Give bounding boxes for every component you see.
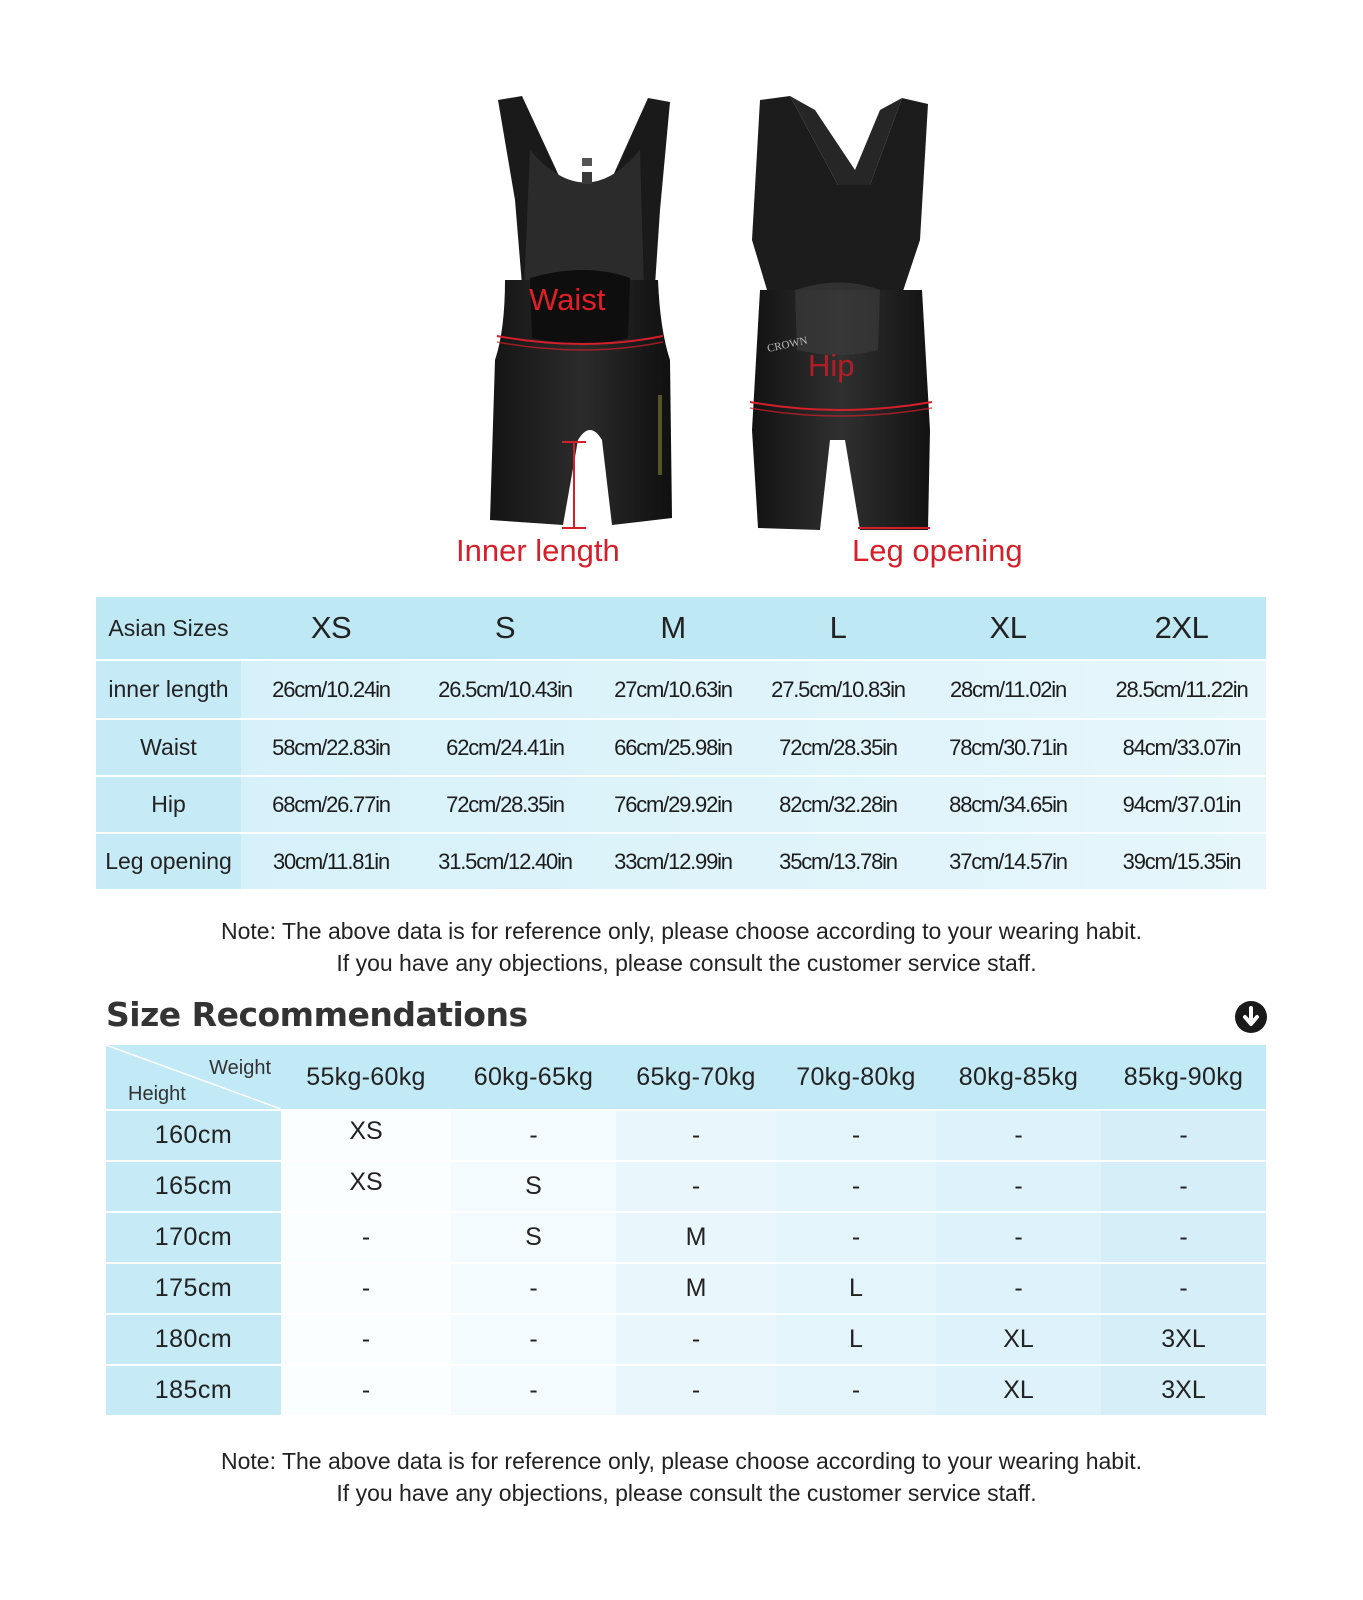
table-cell: 39cm/15.35in xyxy=(1122,848,1241,874)
table-cell: 27.5cm/10.83in xyxy=(771,676,905,702)
table-cell: - xyxy=(1101,1109,1266,1160)
table-cell: - xyxy=(451,1262,616,1313)
height-label: 160cm xyxy=(106,1109,281,1160)
table-cell: - xyxy=(936,1262,1101,1313)
row-label: inner length xyxy=(96,659,241,718)
inner-length-label: Inner length xyxy=(456,533,620,568)
table-row xyxy=(106,1160,1266,1211)
weight-column-header: 55kg-60kg xyxy=(306,1062,426,1091)
table-cell: 72cm/28.35in xyxy=(779,734,897,760)
table-row xyxy=(96,832,1266,889)
asian-sizes-header: Asian Sizes xyxy=(96,597,241,659)
weight-column-header: 85kg-90kg xyxy=(1123,1062,1244,1091)
table-cell: - xyxy=(776,1160,936,1211)
size-header-xs: XS xyxy=(310,610,352,645)
table-cell: 82cm/32.28in xyxy=(779,791,897,817)
note-line-1: Note: The above data is for reference only, please choose according to your wearing habit. xyxy=(221,1448,1142,1474)
table-cell: 37cm/14.57in xyxy=(949,848,1067,874)
table-cell: 88cm/34.65in xyxy=(949,791,1067,817)
table-cell: - xyxy=(1101,1160,1266,1211)
table-cell: - xyxy=(281,1262,451,1313)
height-label: 170cm xyxy=(106,1211,281,1262)
bib-shorts-drawing xyxy=(0,0,1363,590)
table-cell: M xyxy=(616,1262,776,1313)
table-cell: 33cm/12.99in xyxy=(614,848,732,874)
table-cell: 84cm/33.07in xyxy=(1122,734,1241,760)
table-cell: 76cm/29.92in xyxy=(614,791,732,817)
size-chart-header-row xyxy=(96,597,1266,659)
table-row xyxy=(96,775,1266,832)
table-cell: S xyxy=(451,1160,616,1211)
table-cell: - xyxy=(281,1211,451,1262)
size-chart-table xyxy=(96,597,1266,889)
note-line-2: If you have any objections, please consult the customer service staff. xyxy=(336,1480,1037,1506)
height-label: 180cm xyxy=(106,1313,281,1364)
table-cell: 28.5cm/11.22in xyxy=(1115,676,1248,702)
weight-column-header: 70kg-80kg xyxy=(796,1062,916,1091)
size-header-xl: XL xyxy=(989,610,1027,645)
table-cell: - xyxy=(616,1313,776,1364)
table-cell: XS xyxy=(281,1160,451,1211)
reference-note-bottom xyxy=(0,1445,1363,1509)
back-view xyxy=(750,96,932,530)
table-cell: 78cm/30.71in xyxy=(949,734,1067,760)
table-cell: 62cm/24.41in xyxy=(446,734,564,760)
table-row xyxy=(106,1211,1266,1262)
table-cell: 3XL xyxy=(1101,1313,1266,1364)
table-cell: 31.5cm/12.40in xyxy=(438,848,572,874)
table-cell: - xyxy=(776,1109,936,1160)
height-label: 185cm xyxy=(106,1364,281,1415)
table-cell: 3XL xyxy=(1101,1364,1266,1415)
table-cell: 66cm/25.98in xyxy=(614,734,732,760)
table-cell: M xyxy=(616,1211,776,1262)
height-corner-label: Height xyxy=(128,1083,186,1105)
table-cell: - xyxy=(1101,1211,1266,1262)
table-cell: 94cm/37.01in xyxy=(1122,791,1241,817)
table-cell: 72cm/28.35in xyxy=(446,791,564,817)
table-cell: - xyxy=(1101,1262,1266,1313)
table-cell: XS xyxy=(281,1109,451,1160)
size-header-s: S xyxy=(494,610,516,645)
table-cell: 35cm/13.78in xyxy=(779,848,897,874)
table-cell: 27cm/10.63in xyxy=(614,676,732,702)
table-cell: S xyxy=(451,1211,616,1262)
size-header-m: M xyxy=(660,610,686,645)
table-row xyxy=(106,1313,1266,1364)
table-cell: - xyxy=(776,1211,936,1262)
table-cell: - xyxy=(451,1109,616,1160)
table-cell: - xyxy=(451,1313,616,1364)
row-label: Hip xyxy=(96,775,241,832)
table-cell: L xyxy=(776,1313,936,1364)
table-cell: - xyxy=(281,1364,451,1415)
table-cell: 26.5cm/10.43in xyxy=(438,676,572,702)
weight-column-header: 65kg-70kg xyxy=(636,1062,756,1091)
table-row xyxy=(106,1364,1266,1415)
weight-column-header: 80kg-85kg xyxy=(958,1062,1079,1091)
recommendation-header-row xyxy=(106,1045,1266,1109)
table-cell: XL xyxy=(936,1364,1101,1415)
table-row xyxy=(96,659,1266,718)
svg-text:CROWN: CROWN xyxy=(766,334,809,355)
table-cell: XL xyxy=(936,1313,1101,1364)
table-cell: - xyxy=(776,1364,936,1415)
product-illustration xyxy=(0,0,1363,590)
height-label: 165cm xyxy=(106,1160,281,1211)
table-cell: - xyxy=(616,1364,776,1415)
table-cell: - xyxy=(616,1160,776,1211)
size-header-l: L xyxy=(829,610,847,645)
leg-opening-label: Leg opening xyxy=(852,533,1023,568)
size-recommendation-table xyxy=(106,1045,1266,1415)
arrow-down-circle-icon[interactable] xyxy=(1235,1001,1267,1033)
table-cell: 30cm/11.81in xyxy=(272,848,390,874)
size-header-2xl: 2XL xyxy=(1154,610,1209,645)
reference-note xyxy=(0,915,1363,979)
table-cell: - xyxy=(451,1364,616,1415)
table-cell: 28cm/11.02in xyxy=(949,676,1067,702)
table-cell: - xyxy=(616,1109,776,1160)
table-cell: - xyxy=(936,1109,1101,1160)
hip-label: Hip xyxy=(808,348,855,383)
weight-height-corner xyxy=(106,1045,281,1109)
table-cell: 68cm/26.77in xyxy=(272,791,390,817)
weight-column-header: 60kg-65kg xyxy=(473,1062,594,1091)
table-cell: 26cm/10.24in xyxy=(272,676,390,702)
table-cell: - xyxy=(936,1160,1101,1211)
height-label: 175cm xyxy=(106,1262,281,1313)
size-recommendations-title: Size Recommendations xyxy=(106,995,528,1034)
note-line-1: Note: The above data is for reference only, please choose according to your wearing habit. xyxy=(221,918,1142,944)
row-label: Waist xyxy=(96,718,241,775)
table-row xyxy=(106,1262,1266,1313)
table-row xyxy=(96,718,1266,775)
table-cell: - xyxy=(936,1211,1101,1262)
waist-label: Waist xyxy=(529,282,606,317)
row-label: Leg opening xyxy=(96,832,241,889)
note-line-2: If you have any objections, please consult the customer service staff. xyxy=(336,950,1037,976)
table-cell: 58cm/22.83in xyxy=(272,734,390,760)
weight-corner-label: Weight xyxy=(209,1057,271,1079)
table-row xyxy=(106,1109,1266,1160)
table-cell: L xyxy=(776,1262,936,1313)
table-cell: - xyxy=(281,1313,451,1364)
